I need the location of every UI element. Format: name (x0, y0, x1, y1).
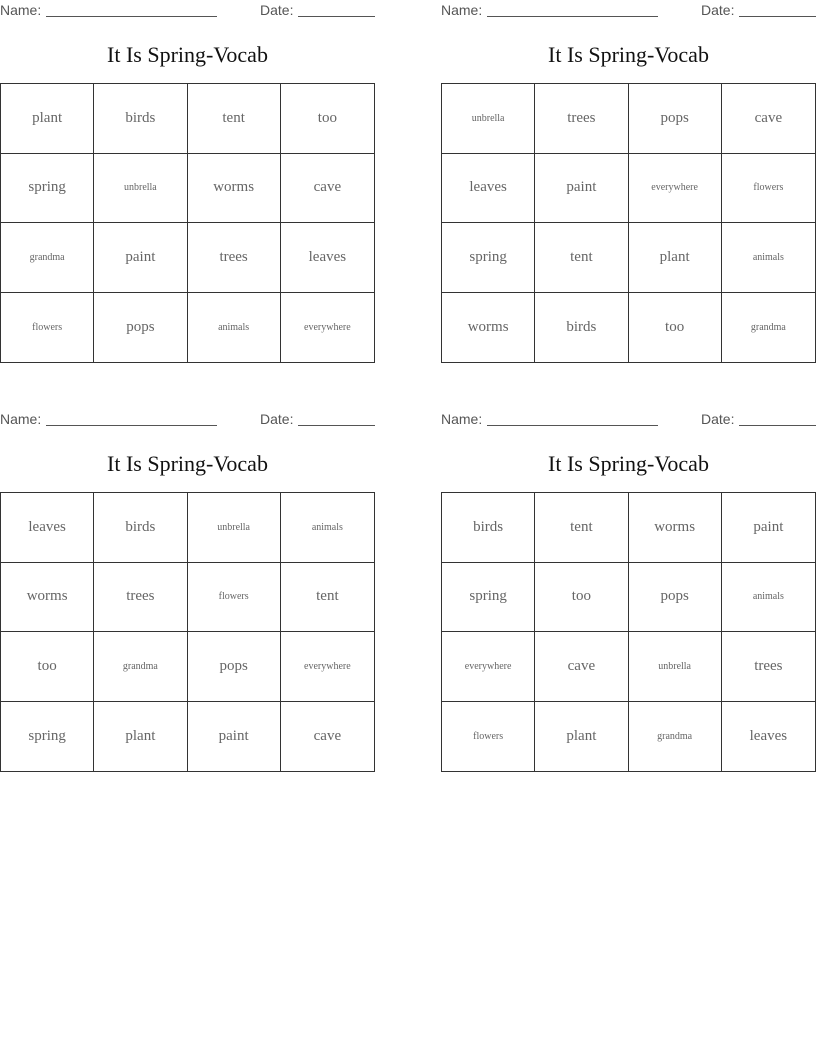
grid-cell: plant (535, 702, 628, 772)
name-label: Name: (441, 2, 483, 18)
grid-cell: spring (1, 154, 94, 224)
grid-cell: spring (442, 563, 535, 633)
card-title: It Is Spring-Vocab (548, 42, 709, 67)
date-field[interactable] (298, 16, 375, 17)
card-title: It Is Spring-Vocab (107, 451, 268, 476)
grid-cell: pops (94, 293, 187, 363)
date-field[interactable] (739, 425, 816, 426)
date-label: Date: (701, 2, 735, 18)
grid-cell: trees (188, 223, 281, 293)
grid-cell: animals (722, 563, 815, 633)
date-label: Date: (260, 2, 294, 18)
grid-cell: unbrella (188, 493, 281, 563)
grid-cell: pops (629, 84, 722, 154)
grid-cell: everywhere (629, 154, 722, 224)
name-date-header (0, 2, 375, 20)
date-label: Date: (701, 411, 735, 427)
bingo-card-3 (0, 409, 375, 784)
grid-cell: plant (94, 702, 187, 772)
date-label: Date: (260, 411, 294, 427)
grid-cell: birds (94, 84, 187, 154)
grid-cell: worms (629, 493, 722, 563)
name-field[interactable] (46, 16, 217, 17)
grid-cell: too (1, 632, 94, 702)
grid-cell: too (629, 293, 722, 363)
grid-cell: plant (1, 84, 94, 154)
grid-cell: pops (188, 632, 281, 702)
grid-cell: paint (188, 702, 281, 772)
grid-cell: tent (535, 493, 628, 563)
grid-cell: animals (281, 493, 374, 563)
grid-cell: flowers (188, 563, 281, 633)
grid-cell: birds (442, 493, 535, 563)
grid-cell: cave (722, 84, 815, 154)
grid-cell: leaves (1, 493, 94, 563)
grid-cell: unbrella (442, 84, 535, 154)
grid-cell: spring (1, 702, 94, 772)
grid-cell: tent (535, 223, 628, 293)
grid-cell: leaves (442, 154, 535, 224)
vocab-grid (441, 492, 816, 772)
grid-cell: cave (313, 727, 342, 744)
grid-cell: everywhere (442, 632, 535, 702)
grid-cell: too (535, 563, 628, 633)
grid-cell: worms (1, 563, 94, 633)
name-field[interactable] (46, 425, 217, 426)
name-label: Name: (0, 2, 42, 18)
grid-cell: spring (442, 223, 535, 293)
grid-cell: birds (535, 293, 628, 363)
grid-cell: unbrella (94, 154, 187, 224)
bingo-card-2 (441, 0, 816, 375)
grid-cell: pops (629, 563, 722, 633)
date-field[interactable] (739, 16, 816, 17)
grid-cell: everywhere (281, 632, 374, 702)
grid-cell: tent (188, 84, 281, 154)
grid-cell: grandma (1, 223, 94, 293)
card-title: It Is Spring-Vocab (548, 451, 709, 476)
name-date-header (0, 411, 375, 429)
grid-cell: trees (94, 563, 187, 633)
grid-cell: grandma (750, 321, 786, 333)
grid-cell: worms (442, 293, 535, 363)
grid-cell: flowers (442, 702, 535, 772)
grid-cell: trees (535, 84, 628, 154)
grid-cell: trees (722, 632, 815, 702)
card-title: It Is Spring-Vocab (107, 42, 268, 67)
grid-cell: grandma (629, 702, 722, 772)
vocab-grid (0, 492, 375, 772)
date-field[interactable] (298, 425, 375, 426)
grid-cell: tent (281, 563, 374, 633)
name-date-header (441, 411, 816, 429)
grid-cell: leaves (749, 727, 788, 744)
grid-cell: plant (629, 223, 722, 293)
name-label: Name: (0, 411, 42, 427)
vocab-grid (441, 83, 816, 363)
grid-cell: leaves (281, 223, 374, 293)
grid-cell: everywhere (304, 321, 351, 333)
grid-cell: unbrella (629, 632, 722, 702)
bingo-card-1 (0, 0, 375, 375)
grid-cell: paint (94, 223, 187, 293)
grid-cell: worms (188, 154, 281, 224)
bingo-card-4 (441, 409, 816, 784)
name-field[interactable] (487, 16, 658, 17)
grid-cell: grandma (94, 632, 187, 702)
grid-cell: cave (281, 154, 374, 224)
name-date-header (441, 2, 816, 20)
grid-cell: flowers (722, 154, 815, 224)
grid-cell: paint (722, 493, 815, 563)
grid-cell: birds (94, 493, 187, 563)
grid-cell: flowers (1, 293, 94, 363)
name-field[interactable] (487, 425, 658, 426)
grid-cell: animals (188, 293, 281, 363)
grid-cell: animals (722, 223, 815, 293)
name-label: Name: (441, 411, 483, 427)
vocab-grid (0, 83, 375, 363)
grid-cell: paint (535, 154, 628, 224)
grid-cell: cave (535, 632, 628, 702)
grid-cell: too (281, 84, 374, 154)
